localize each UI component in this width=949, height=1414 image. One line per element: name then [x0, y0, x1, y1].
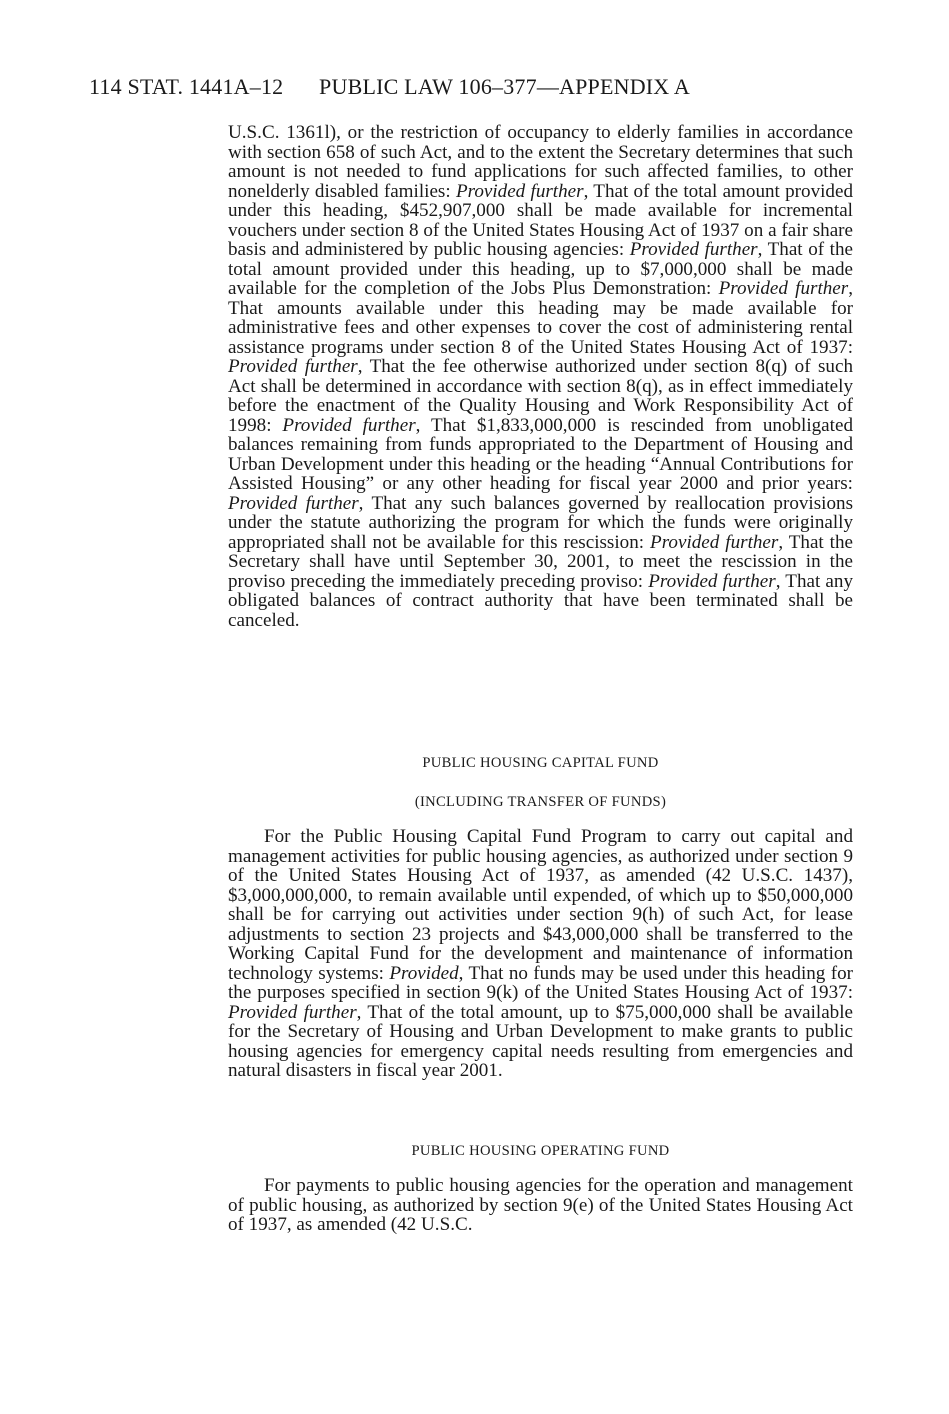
- section-heading-operating-fund: PUBLIC HOUSING OPERATING FUND: [411, 1143, 670, 1159]
- running-head: [89, 74, 690, 100]
- law-title: PUBLIC LAW 106–377—APPENDIX A: [319, 74, 690, 99]
- section-subheading-transfer: (INCLUDING TRANSFER OF FUNDS): [414, 794, 667, 810]
- continuation-paragraph: U.S.C. 1361l), or the restriction of occupancy to elderly families in accordance with section 658 of such Act, and to the extent the Secretary determines that such amount is not needed to fund applications for such affected families, to other nonelderly disabled families: Provided further, That of the total amount provided under this heading, $452,907,000 shall be made available for incremental vouchers under section 8 of the United States Housing Act of 1937 on a fair share basis and administered by public housing agencies: Provided further, That of the total amount provided under this heading, up to $7,000,000 shall be made available for the completion of the Jobs Plus Demonstration: Provided further, That amounts available under this heading may be made available for administrative fees and other expenses to cover the cost of administering rental assistance programs under section 8 of the United States Housing Act of 1937: Provided further, That the fee otherwise authorized under section 8(q) of such Act shall be determined in accordance with section 8(q), as in effect immediately before the enactment of the Quality Housing and Work Responsibility Act of 1998: Provided further, That $1,833,000,000 is rescinded from unobligated balances remaining from funds appropriated to the Department of Housing and Urban Development under this heading or the heading “Annual Contributions for Assisted Housing” or any other heading for fiscal year 2000 and prior years: Provided further, That any such balances governed by reallocation provisions under the statute authorizing the program for which the funds were originally appropriated shall not be available for this rescission: Provided further, That the Secretary shall have until September 30, 2001, to meet the rescission in the proviso preceding the immediately preceding proviso: Provided further, That any obligated balances of contract authority that have been terminated shall be canceled.: [228, 122, 854, 631]
- operating-fund-paragraph: For payments to public housing agencies for the operation and management of public housing, as authorized by section 9(e) of the United States Housing Act of 1937, as amended (42 U.S.C.: [228, 1175, 853, 1235]
- section-heading-capital-fund: PUBLIC HOUSING CAPITAL FUND: [422, 755, 659, 771]
- capital-fund-paragraph: For the Public Housing Capital Fund Program to carry out capital and management activities for public housing agencies, as authorized under section 9 of the United States Housing Act of 1937, as amended (42 U.S.C. 1437), $3,000,000,000, to remain available until expended, of which up to $50,000,000 shall be for carrying out activities under section 9(h) of such Act, for lease adjustments to section 23 projects and $43,000,000 shall be transferred to the Working Capital Fund for the development and maintenance of information technology systems: Provided, That no funds may be used under this heading for the purposes specified in section 9(k) of the United States Housing Act of 1937: Provided further, That of the total amount, up to $75,000,000 shall be available for the Secretary of Housing and Urban Development to make grants to public housing agencies for emergency capital needs resulting from emergencies and natural disasters in fiscal year 2001.: [228, 826, 853, 1081]
- page-reference: 114 STAT. 1441A–12: [89, 74, 284, 99]
